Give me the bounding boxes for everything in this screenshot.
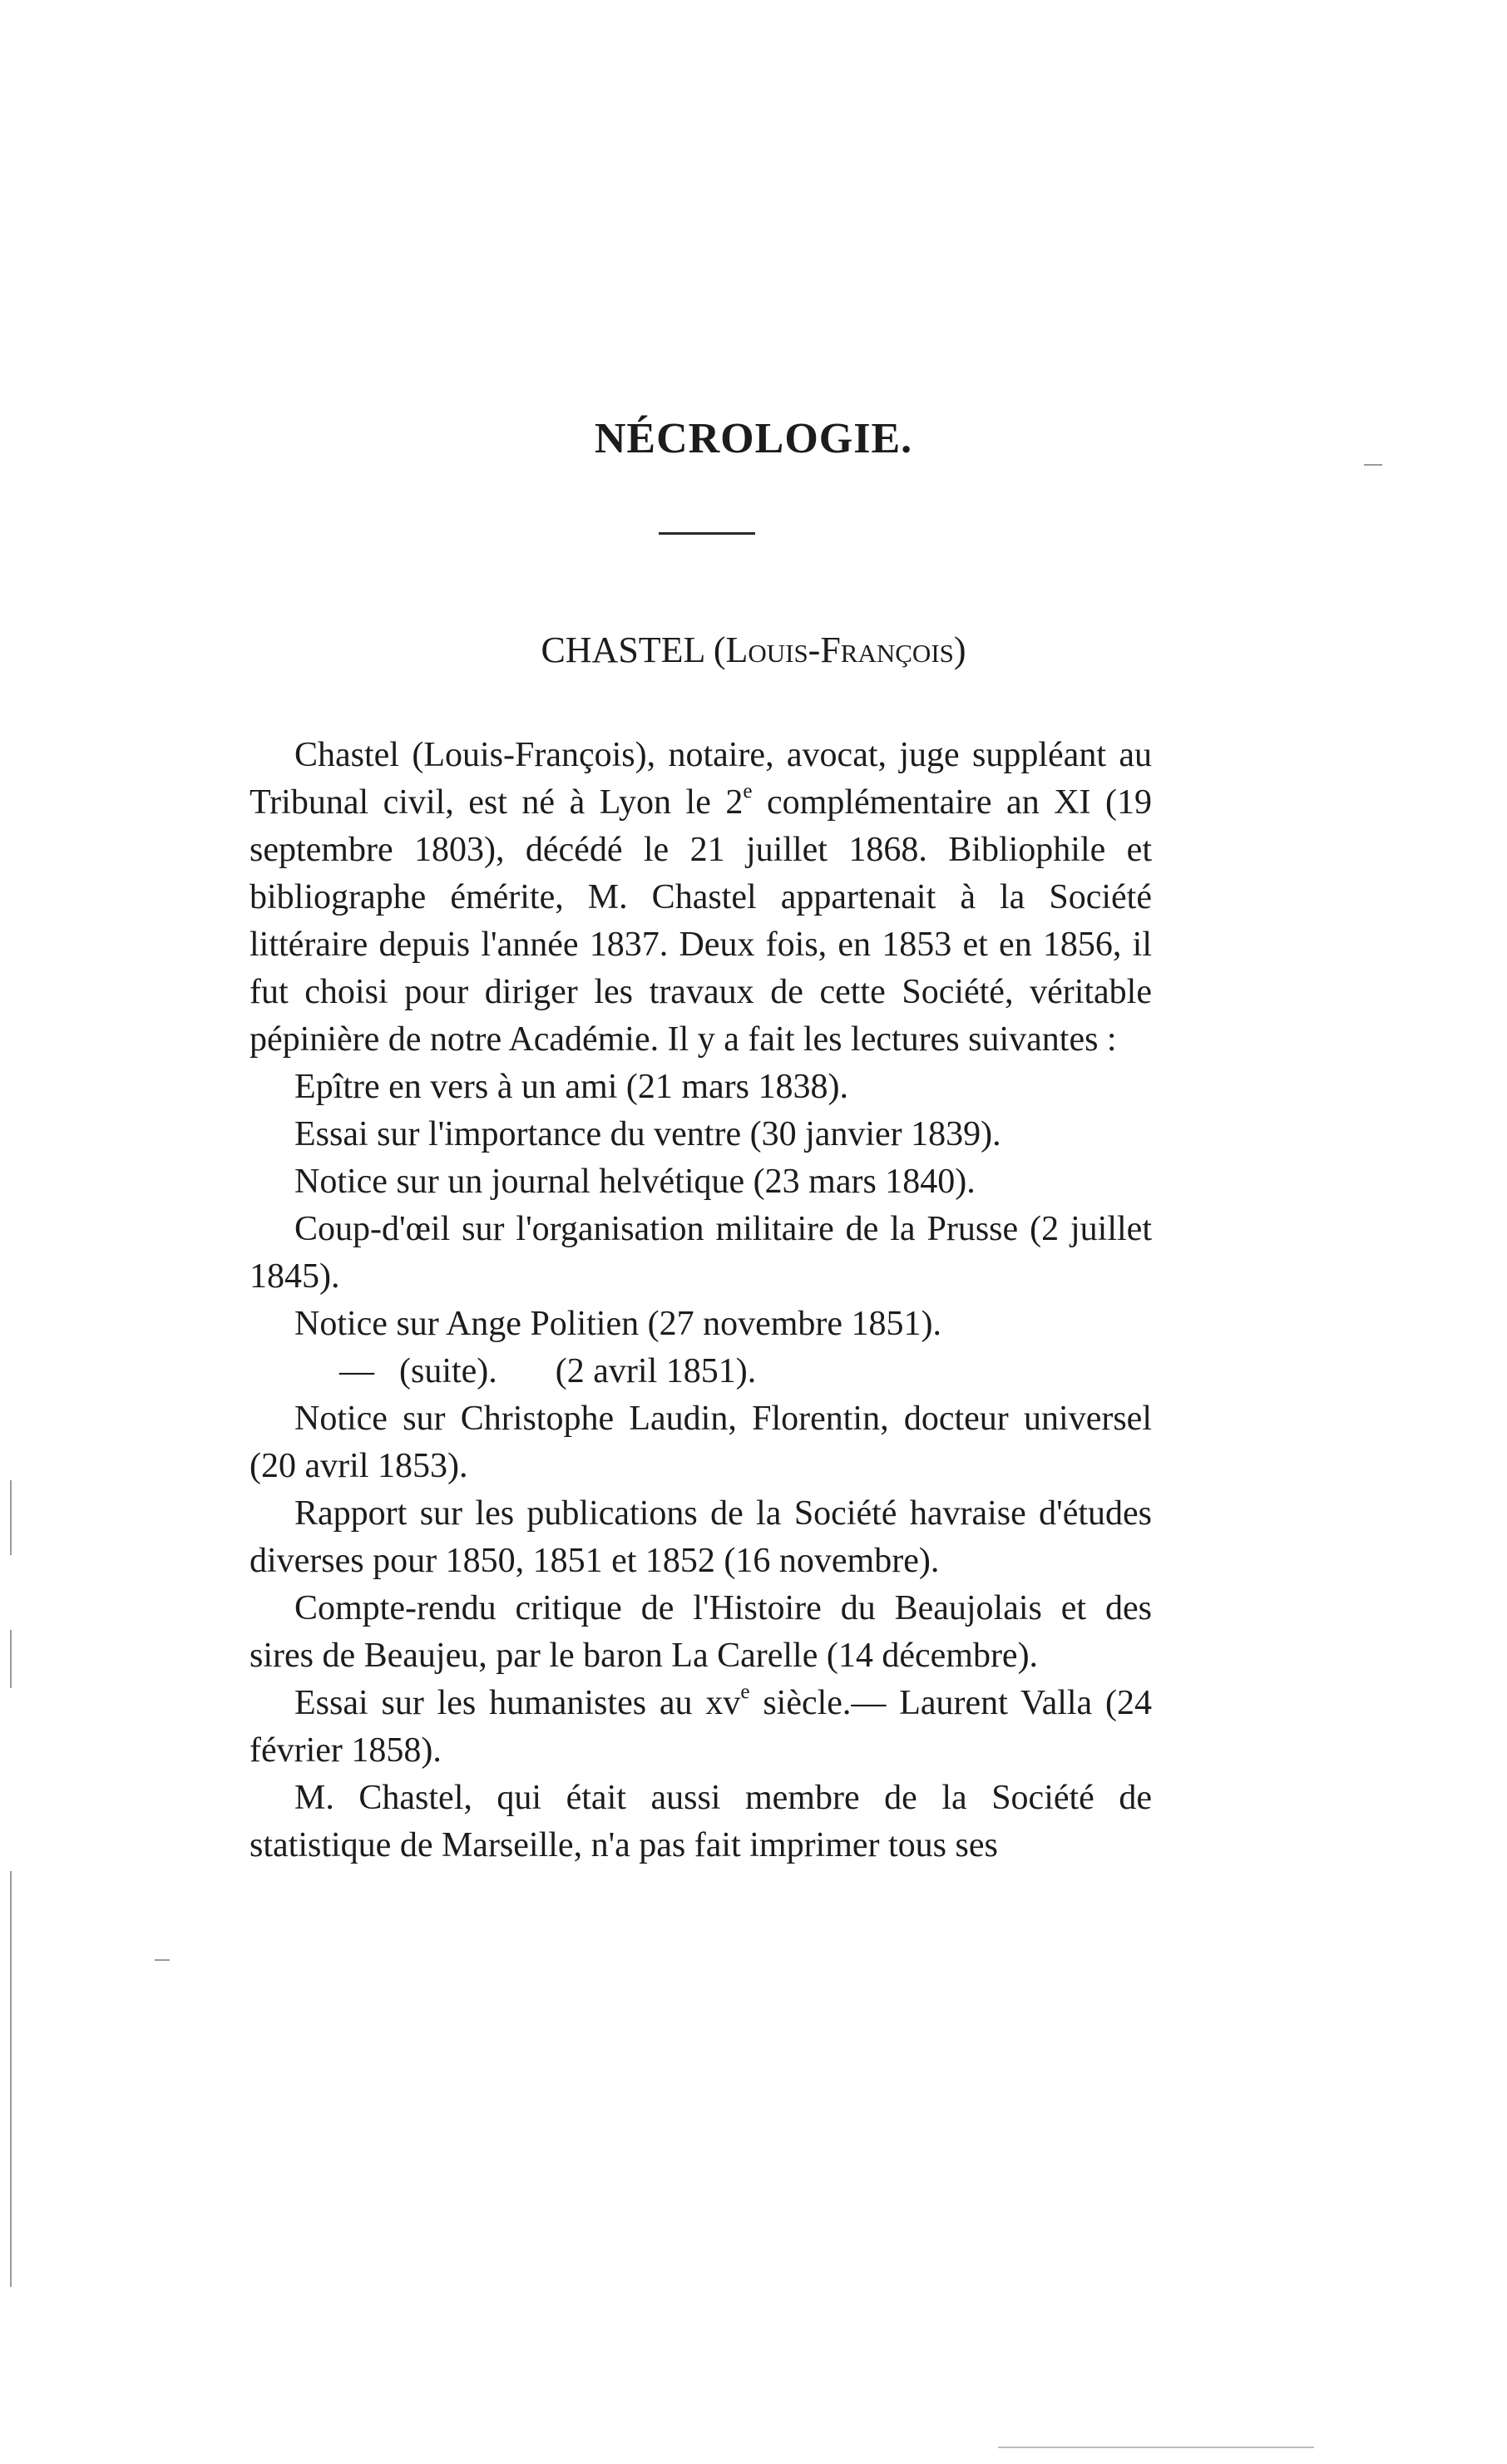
obituary-subject — [0, 632, 1507, 669]
lecture-item: Rapport sur les publications de la Société havraise d'études diverses pour 1850, 1851 et 1852 (16 novembre). — [250, 1494, 1152, 1580]
scan-artifact — [1364, 464, 1382, 466]
scan-artifact — [155, 1959, 170, 1961]
page-title: NÉCROLOGIE. — [594, 415, 913, 462]
scan-artifact — [10, 1480, 12, 1555]
title-rule — [659, 532, 755, 535]
lecture-item: Compte-rendu critique de l'Histoire du Beaujolais et des sires de Beaujeu, par le baron La Carelle (14 décembre). — [250, 1589, 1152, 1675]
subject-given-names: (Louis-François) — [713, 630, 966, 670]
article-body — [250, 732, 1152, 1869]
scan-artifact — [998, 2447, 1314, 2448]
closing-paragraph: M. Chastel, qui était aussi membre de la Société de statistique de Marseille, n'a pas fait imprimer tous ses — [250, 1779, 1152, 1864]
lecture-item: Essai sur les humanistes au $xv^e$ siècle.— Laurent Valla (24 février 1858). — [250, 1681, 1152, 1770]
scan-artifact — [10, 1630, 12, 1688]
lecture-item: Essai sur l'importance du ventre (30 janvier 1839). — [294, 1115, 1001, 1153]
lecture-item: Notice sur Christophe Laudin, Florentin, docteur universel (20 avril 1853). — [250, 1400, 1152, 1485]
lecture-item: Coup-d'œil sur l'organisation militaire de la Prusse (2 juillet 1845). — [250, 1210, 1152, 1296]
scan-artifact — [10, 1871, 12, 2287]
lecture-item-suite: — (suite). (2 avril 1851). — [339, 1352, 757, 1390]
intro-paragraph: Chastel (Louis-François), notaire, avocat, juge suppléant au Tribunal civil, est né à Lyon le 2e complémentaire an XI (19 septembre 1803), décédé le 21 juillet 1868. Bibliophile et bibliographe émérite, M. Chastel appartenait à la Société littéraire depuis l'année 1837. Deux fois, en 1853 et en 1856, il fut choisi pour diriger les travaux de cette Société, véritable pépinière de notre Académie. Il y a fait les lectures suivantes : — [250, 736, 1152, 1059]
subject-surname: CHASTEL — [541, 630, 704, 670]
lecture-item: Notice sur Ange Politien (27 novembre 1851). — [294, 1305, 942, 1343]
lecture-item: Notice sur un journal helvétique (23 mars 1840). — [294, 1163, 976, 1201]
lecture-item: Epître en vers à un ami (21 mars 1838). — [294, 1068, 848, 1106]
